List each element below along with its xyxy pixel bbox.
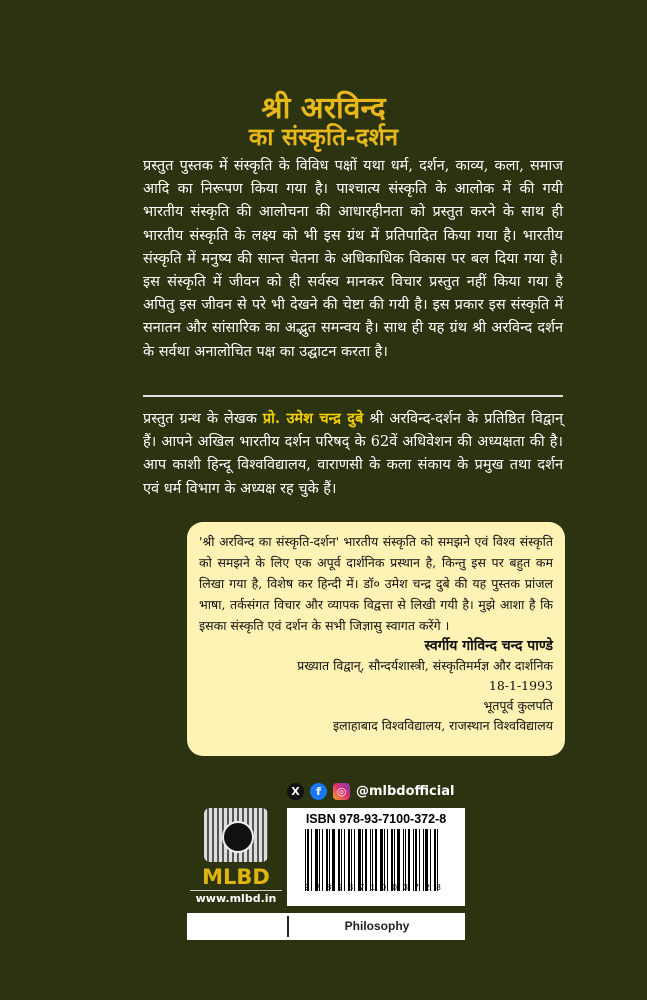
- barcode-bar: [365, 829, 367, 891]
- endorser-universities: इलाहाबाद विश्वविद्यालय, राजस्थान विश्वविद्यालय: [333, 718, 553, 733]
- barcode-bar: [319, 829, 320, 891]
- barcode-bar: [397, 829, 400, 891]
- social-links: [287, 783, 454, 800]
- barcode-bar: [405, 829, 406, 891]
- book-title: श्री अरविन्द: [261, 91, 386, 126]
- author-name: प्रो. उमेश चन्द्र दुबे: [262, 410, 364, 427]
- barcode-bar: [415, 829, 417, 891]
- barcode-bar: [358, 829, 361, 891]
- barcode-bar: [338, 829, 340, 891]
- barcode-bar: [387, 829, 388, 891]
- barcode-bar: [344, 829, 345, 891]
- barcode-bar: [332, 829, 335, 891]
- barcode-bar: [425, 829, 428, 891]
- barcode-bar: [307, 829, 309, 891]
- barcode-bar: [311, 829, 312, 891]
- barcode-bar: [384, 829, 385, 891]
- barcode-bar: [315, 829, 318, 891]
- subject-bar: [187, 913, 465, 940]
- endorser-desc: प्रख्यात विद्वान्, सौन्दर्यशास्त्री, संस्कृतिमर्मज्ञ और दार्शनिक: [297, 658, 553, 673]
- author-paragraph: [143, 407, 563, 501]
- x-icon[interactable]: X: [287, 783, 304, 800]
- endorsement-box: [187, 522, 565, 756]
- barcode-bar: [430, 829, 431, 891]
- isbn-number: ISBN 978-93-7100-372-8: [305, 812, 447, 826]
- book-subtitle: का संस्कृति-दर्शन: [248, 123, 399, 151]
- barcode-bar: [413, 829, 414, 891]
- publisher-emblem-icon: [204, 808, 268, 862]
- barcode-bar: [423, 829, 424, 891]
- barcode-bar: [354, 829, 355, 891]
- divider: [143, 395, 563, 397]
- barcode-bar: [326, 829, 328, 891]
- subject-label: Philosophy: [344, 919, 410, 933]
- barcode-bar: [362, 829, 363, 891]
- endorser-name: स्वर्गीय गोविन्द चन्द पाण्डे: [424, 638, 553, 654]
- endorsement-date: 18-1-1993: [488, 678, 553, 693]
- barcode-bar: [437, 829, 438, 891]
- barcode-bar: [408, 829, 410, 891]
- author-intro: प्रस्तुत ग्रन्थ के लेखक: [143, 411, 263, 427]
- facebook-icon[interactable]: f: [310, 783, 327, 800]
- publisher-name: MLBD: [190, 865, 282, 891]
- barcode-bar: [351, 829, 352, 891]
- barcode-bar: [322, 829, 323, 891]
- barcode-bar: [372, 829, 373, 891]
- publisher-website[interactable]: www.mlbd.in: [195, 892, 277, 905]
- publisher-logo: [190, 808, 282, 906]
- barcode-bar: [434, 829, 436, 891]
- barcode-bar: [403, 829, 404, 891]
- barcode-bar: [419, 829, 420, 891]
- endorser-role: भूतपूर्व कुलपति: [483, 698, 553, 713]
- barcode-bar: [394, 829, 395, 891]
- endorsement-text: 'श्री अरविन्द का संस्कृति-दर्शन' भारतीय संस्कृति को समझने एवं विश्व संस्कृति को समझने के लिए एक अपूर्व दार्शनिक प्रस्थान है, किन्तु इस पर बहुत कम लिखा गया है, विशेष कर हिन्दी में। डॉ० उमेश चन्द्र दुबे की यह पुस्तक प्रांजल भाषा, तर्कसंगत विचार और व्यापक विद्वत्ता से लिखी गयी है। मुझे आशा है कि इसका संस्कृति एवं दर्शन के सभी जिज्ञासु स्वागत करेंगे ।: [199, 534, 553, 633]
- barcode-bar: [348, 829, 350, 891]
- description-paragraph: प्रस्तुत पुस्तक में संस्कृति के विविध पक्षों यथा धर्म, दर्शन, काव्य, कला, समाज आदि का निरूपण किया गया है। पाश्चात्य संस्कृति के आलोक में की गयी भारतीय संस्कृति की आलोचना की आधारहीनता को प्रस्तुत करने के साथ ही भारतीय संस्कृति के लक्ष्य को भी इस ग्रंथ में प्रतिपादित किया गया है। भारतीय संस्कृति में मनुष्य की सान्त चेतना के अधिकाधिक विकास पर बल दिया गया है। इस संस्कृति में जीवन को ही सर्वस्व मानकर विचार प्रस्तुत नहीं किया गया है अपितु इस जीवन से परे भी देखने की चेष्टा की गयी है। इस प्रकार इस संस्कृति में सनातन और सांसारिक का अद्भुत समन्वय है। साथ ही यह ग्रंथ श्री अरविन्द दर्शन के सर्वथा अनालोचित पक्ष का उद्घाटन करता है।: [143, 158, 563, 360]
- barcode-digits: 9789371003728: [304, 883, 448, 892]
- endorsement-signature: [199, 636, 553, 736]
- barcode-bar: [380, 829, 383, 891]
- barcode-bar: [329, 829, 330, 891]
- social-handle: @mlbdofficial: [356, 784, 455, 799]
- barcode-bar: [370, 829, 371, 891]
- instagram-icon[interactable]: ◎: [333, 783, 350, 800]
- barcode-bar: [341, 829, 342, 891]
- barcode-bar: [391, 829, 393, 891]
- isbn-barcode: [287, 808, 465, 906]
- barcode-bar: [305, 829, 306, 891]
- barcode-bars: [305, 829, 447, 891]
- barcode-bar: [375, 829, 377, 891]
- author-bio: श्री अरविन्द-दर्शन के प्रतिष्ठित विद्वान् हैं। आपने अखिल भारतीय दर्शन परिषद् के 62वें अधिवेशन की अध्यक्षता की है। आप काशी हिन्दू विश्वविद्यालय, वाराणसी के कला संकाय के प्रमुख तथा दर्शन एवं धर्म विभाग के अध्यक्ष रह चुके हैं।: [143, 411, 563, 497]
